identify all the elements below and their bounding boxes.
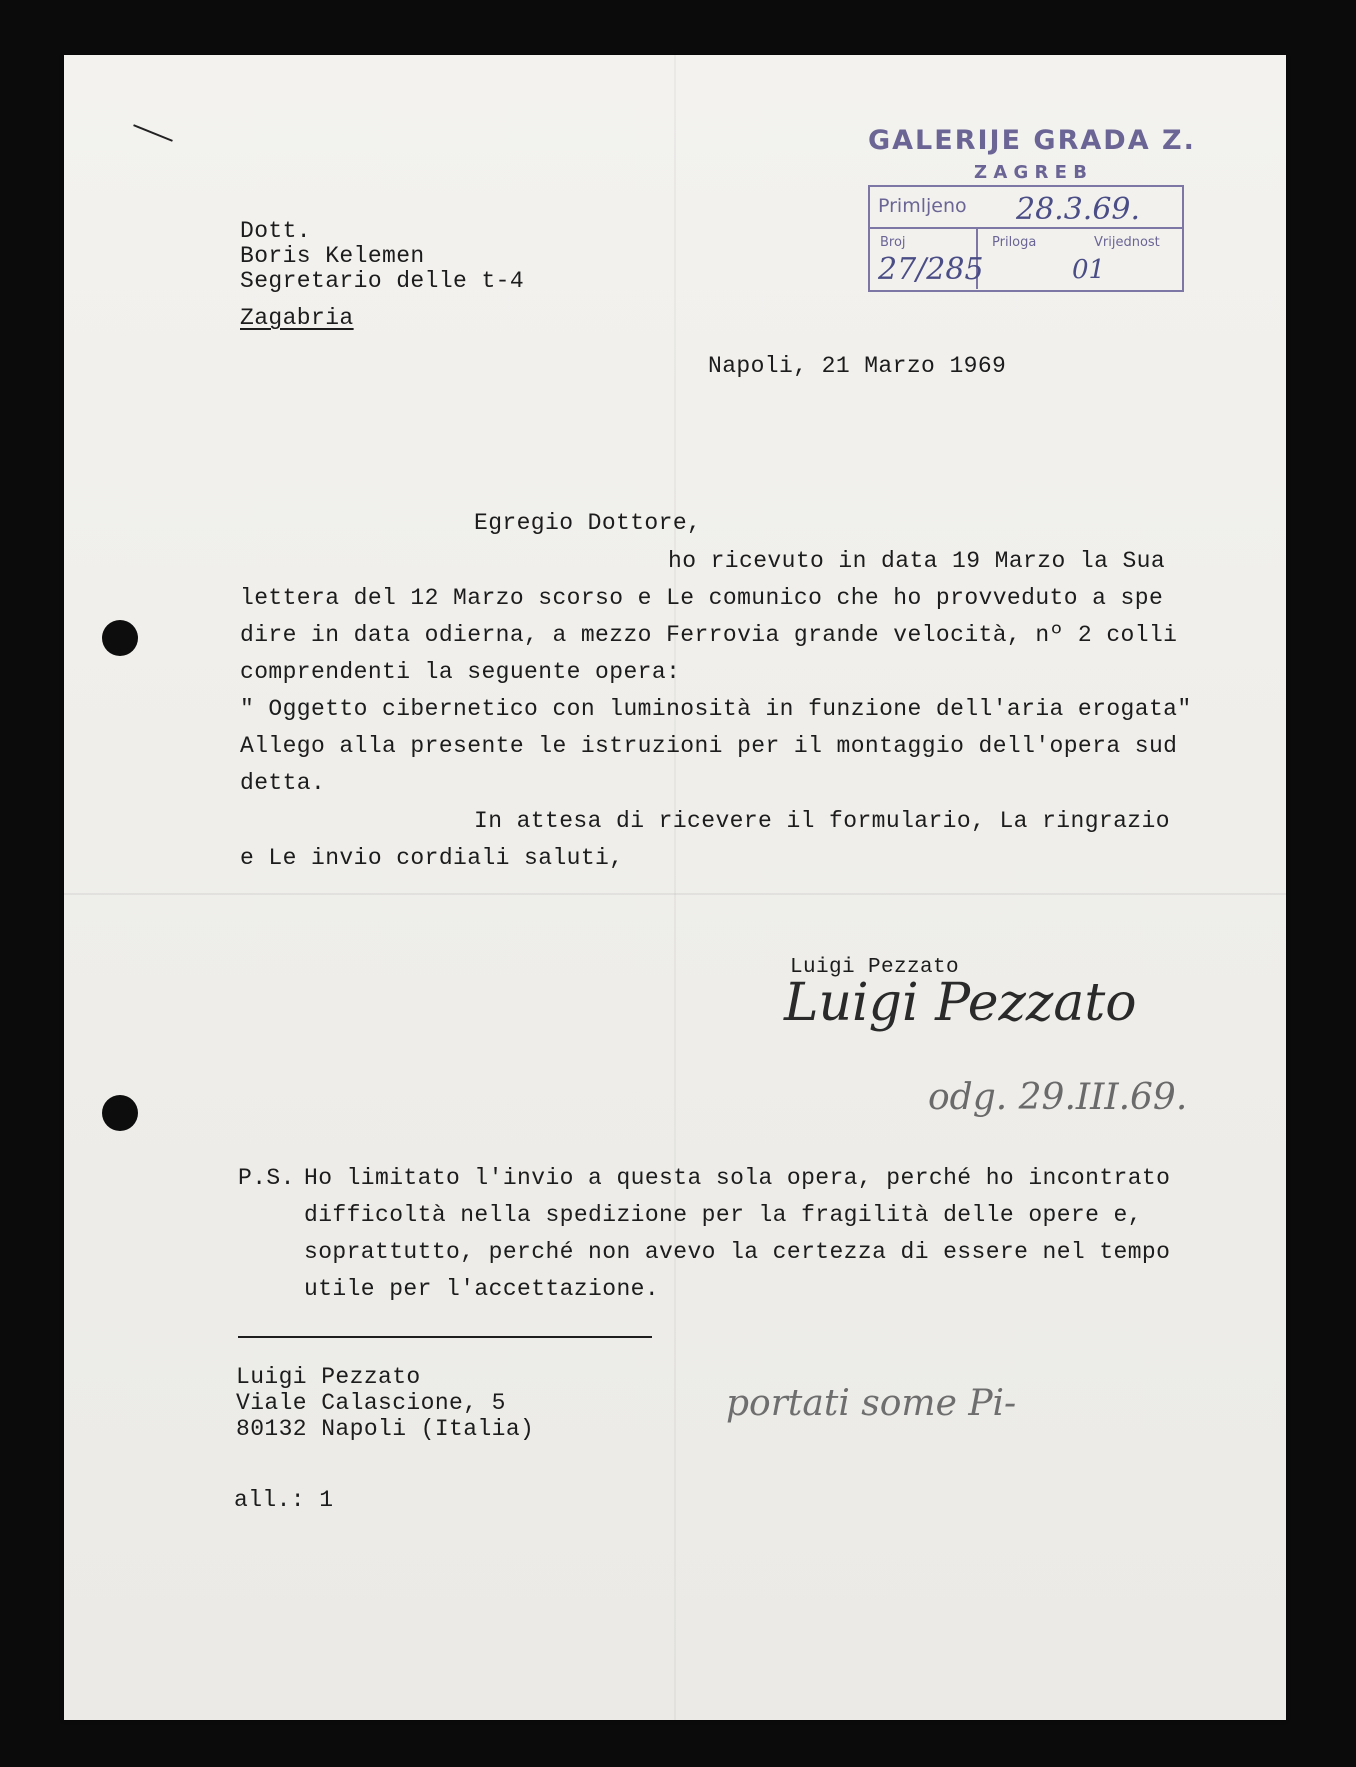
stamp-appendix-label: Priloga [992, 235, 1037, 250]
pencil-tick-mark [133, 124, 173, 142]
body-line-6: Allego alla presente le istruzioni per il montaggio dell'opera sud [240, 733, 1178, 759]
closing-line-1: In attesa di ricevere il formulario, La ringrazio [474, 808, 1170, 834]
signature-handwritten: Luigi Pezzato [784, 973, 1137, 1033]
stamp-number-label: Broj [880, 235, 906, 250]
postscript-line-2: difficoltà nella spedizione per la fragilità delle opere e, [304, 1202, 1142, 1228]
signature-typed: Luigi Pezzato [790, 956, 960, 979]
closing-line-2: e Le invio cordiali saluti, [240, 845, 624, 871]
postscript-line-4: utile per l'accettazione. [304, 1276, 660, 1302]
body-line-5: " Oggetto cibernetico con luminosità in funzione dell'aria erogata" [240, 696, 1192, 722]
sender-city: 80132 Napoli (Italia) [236, 1416, 535, 1442]
body-line-2: lettera del 12 Marzo scorso e Le comunico che ho provveduto a spe [240, 585, 1164, 611]
stamp-number-value: 27/285 [878, 252, 984, 287]
sender-street: Viale Calascione, 5 [236, 1390, 506, 1416]
postscript-label: P.S. [238, 1165, 295, 1191]
stamp-institution: GALERIJE GRADA Z. [868, 125, 1196, 156]
fold-crease-vertical [674, 55, 676, 1720]
punch-hole-upper [102, 620, 138, 656]
postscript-line-1: Ho limitato l'invio a questa sola opera, perché ho incontrato [304, 1165, 1171, 1191]
body-line-1: ho ricevuto in data 19 Marzo la Sua [668, 548, 1166, 574]
pencil-reply-note: odg. 29.III.69. [928, 1077, 1188, 1118]
letter-page [64, 55, 1286, 1720]
salutation: Egregio Dottore, [474, 510, 702, 536]
postscript-line-3: soprattutto, perché non avevo la certezza di essere nel tempo [304, 1239, 1171, 1265]
stamp-row-divider [868, 227, 1184, 229]
letter-date: Napoli, 21 Marzo 1969 [708, 353, 1007, 379]
pencil-bottom-note: portati some Pi- [726, 1383, 1017, 1424]
body-line-4: comprendenti la seguente opera: [240, 659, 681, 685]
stamp-received-label: Primljeno [878, 195, 967, 217]
recipient-name: Boris Kelemen [240, 243, 425, 269]
enclosure-note: all.: 1 [234, 1487, 334, 1513]
body-line-3: dire in data odierna, a mezzo Ferrovia grande velocità, nº 2 colli [240, 622, 1178, 648]
recipient-role: Segretario delle t-4 [240, 268, 525, 294]
punch-hole-lower [102, 1095, 138, 1131]
stamp-city: Z A G R E B [974, 162, 1087, 183]
stamp-value-label: Vrijednost [1094, 235, 1160, 250]
body-line-7: detta. [240, 770, 326, 796]
stamp-appendix-value: 01 [1072, 255, 1106, 285]
recipient-city: Zagabria [240, 305, 354, 331]
sender-name: Luigi Pezzato [236, 1364, 421, 1390]
signature-divider-rule [238, 1336, 652, 1338]
stamp-received-date: 28.3.69. [1016, 192, 1141, 227]
recipient-title: Dott. [240, 218, 312, 244]
